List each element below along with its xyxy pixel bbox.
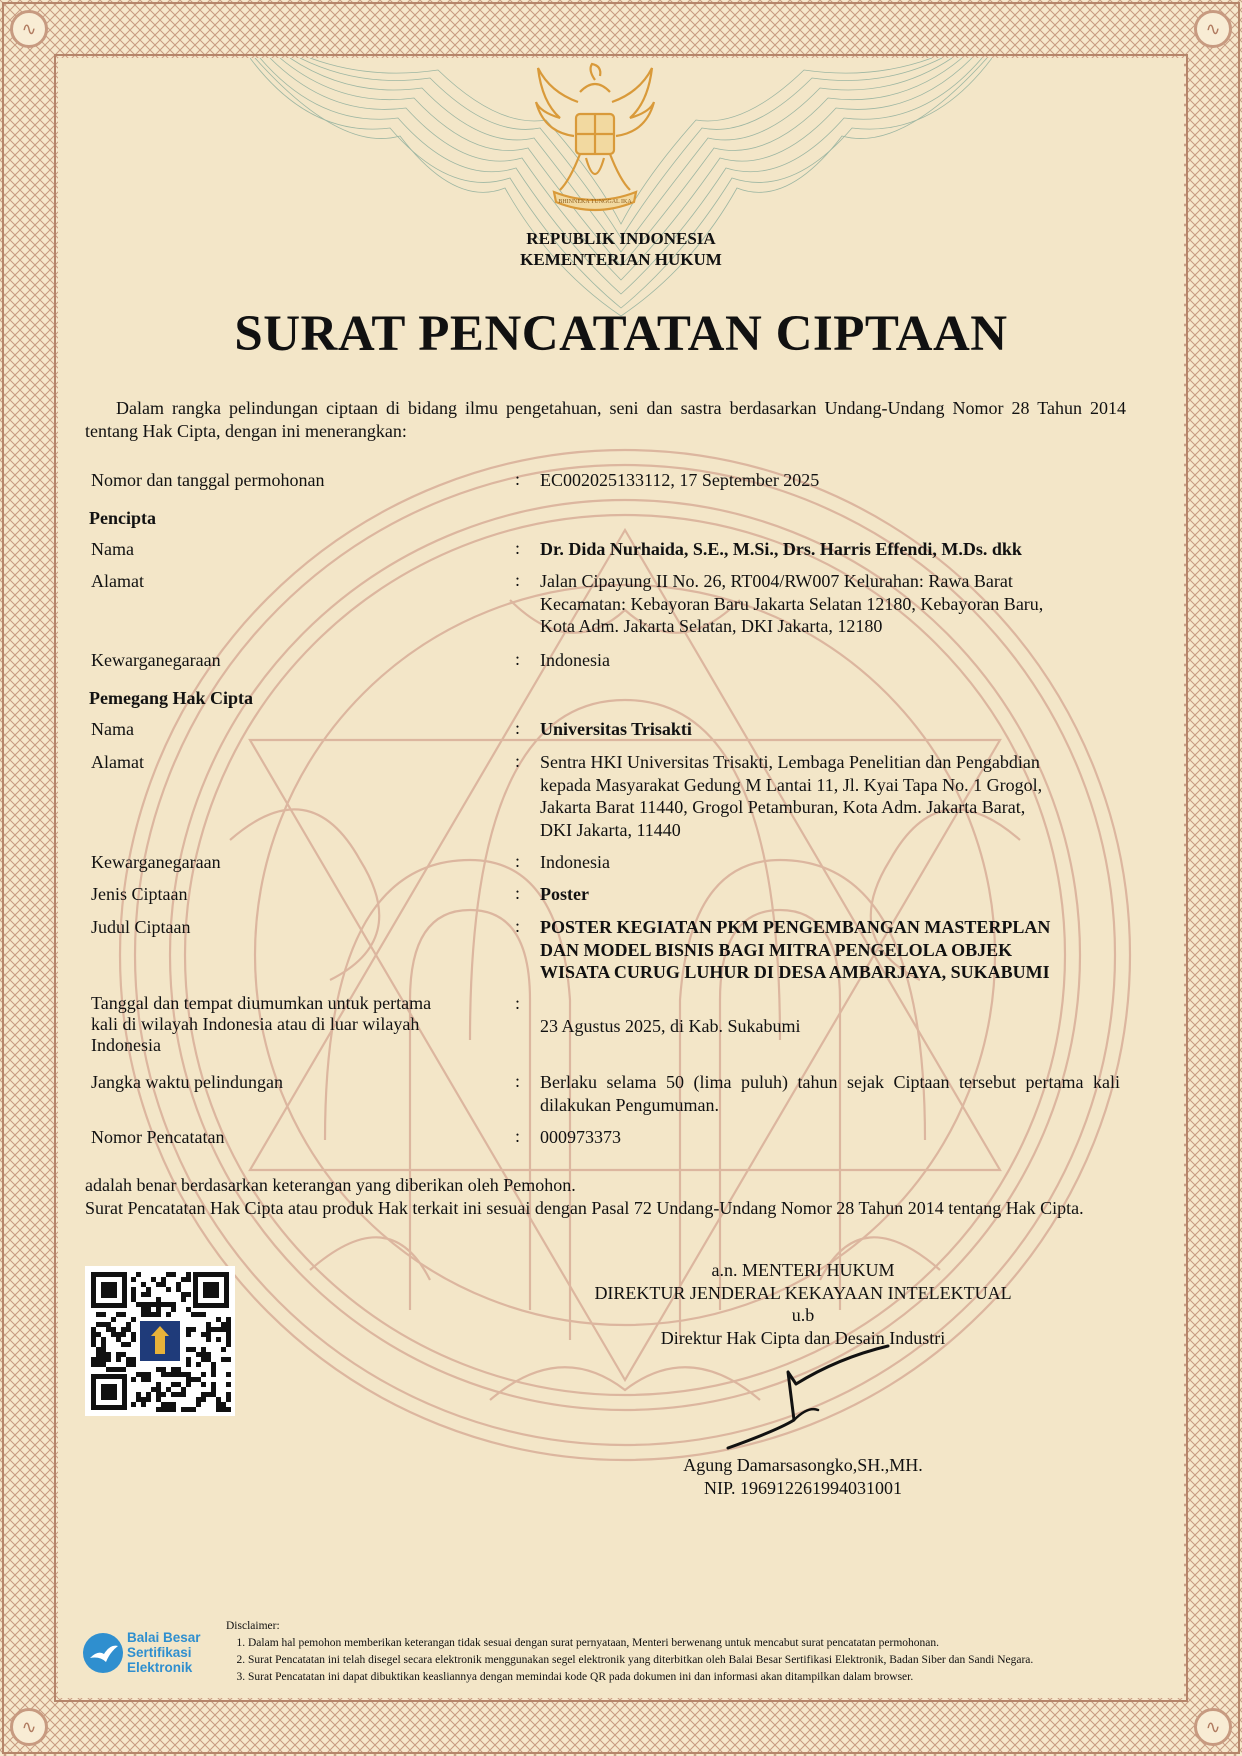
signatory: [520, 1454, 1086, 1499]
colon: :: [515, 538, 521, 558]
work-title-label: Judul Ciptaan: [91, 917, 191, 937]
work-type-label: Jenis Ciptaan: [91, 884, 188, 904]
creator-address-value: [540, 570, 1120, 638]
signature-line-2: DIREKTUR JENDERAL KEKAYAAN INTELEKTUAL: [594, 1282, 1012, 1303]
corner-ornament-bottom-left: ∿: [10, 1708, 48, 1746]
holder-name-value: Universitas Trisakti: [540, 719, 692, 739]
creator-name-label: Nama: [91, 539, 134, 559]
verification-qr-code[interactable]: [85, 1266, 235, 1416]
colon: :: [515, 718, 521, 738]
publication-label: [91, 993, 431, 1056]
intro-paragraph: Dalam rangka pelindungan ciptaan di bidang ilmu pengetahuan, seni dan sastra berdasarkan Undang-Undang Nomor 28 Tahun 2014 tentang Hak Cipta, dengan ini menerangkan:: [85, 398, 1126, 441]
closing-statement: [85, 1174, 1126, 1220]
holder-heading: Pemegang Hak Cipta: [89, 688, 253, 708]
colon: :: [515, 851, 521, 871]
creator-address-label: Alamat: [91, 571, 144, 591]
colon: :: [515, 993, 521, 1013]
signatory-name: Agung Damarsasongko,SH.,MH.: [683, 1455, 923, 1475]
colon: :: [515, 883, 521, 903]
signature-line-4: Direktur Hak Cipta dan Desain Industri: [660, 1327, 946, 1348]
protection-value: Berlaku selama 50 (lima puluh) tahun sejak Ciptaan tersebut pertama kali dilakukan Pengumuman.: [540, 1072, 1120, 1115]
holder-address-line: DKI Jakarta, 11440: [540, 819, 681, 840]
creator-address-line: Jalan Cipayung II No. 26, RT004/RW007 Kelurahan: Rawa Barat: [540, 571, 1013, 591]
colon: :: [515, 469, 521, 489]
bsre-logo-icon: [82, 1632, 124, 1674]
work-title-value: [540, 916, 1120, 984]
work-title-line: POSTER KEGIATAN PKM PENGEMBANGAN MASTERPLAN: [540, 917, 1051, 937]
disclaimer-item: 3. Surat Pencatatan ini dapat dibuktikan keasliannya dengan memindai kode QR pada dokumen ini dan informasi akan ditampilkan dalam browser.: [248, 1669, 1033, 1686]
colon: :: [515, 751, 521, 771]
bsre-line: Elektronik: [127, 1660, 193, 1675]
closing-line-1: adalah benar berdasarkan keterangan yang diberikan oleh Pemohon.: [85, 1175, 576, 1195]
holder-address-line: Jakarta Barat 11440, Grogol Petamburan, Kota Adm. Jakarta Barat,: [540, 797, 1026, 817]
colon: :: [515, 1126, 521, 1146]
bsre-line: Balai Besar: [127, 1630, 201, 1645]
closing-line-2: Surat Pencatatan Hak Cipta atau produk Hak terkait ini sesuai dengan Pasal 72 Undang-Undang Nomor 28 Tahun 2014 tentang Hak Cipta.: [85, 1198, 1084, 1218]
creator-heading: Pencipta: [89, 508, 156, 528]
issuer-line-2: KEMENTERIAN HUKUM: [520, 250, 722, 269]
signature-line-3: u.b: [791, 1305, 815, 1325]
protection-label: Jangka waktu pelindungan: [91, 1072, 283, 1092]
page-title: SURAT PENCATATAN CIPTAAN: [234, 306, 1008, 362]
bsre-logo-text: [127, 1630, 201, 1675]
garuda-emblem-icon: [530, 62, 660, 222]
work-title-line: WISATA CURUG LUHUR DI DESA AMBARJAYA, SUKABUMI: [540, 962, 1050, 982]
handwritten-signature: [718, 1340, 898, 1450]
disclaimer-heading: Disclaimer:: [226, 1620, 280, 1632]
disclaimer: [226, 1618, 1033, 1686]
corner-ornament-bottom-right: ∿: [1194, 1708, 1232, 1746]
publication-label-line: kali di wilayah Indonesia atau di luar wilayah: [91, 1014, 420, 1034]
registration-label: Nomor Pencatatan: [91, 1127, 225, 1147]
application-value: EC002025133112, 17 September 2025: [540, 470, 820, 490]
issuer-line-1: REPUBLIK INDONESIA: [526, 229, 716, 248]
colon: :: [515, 570, 521, 590]
colon: :: [515, 1071, 521, 1091]
creator-address-line: Kecamatan: Kebayoran Baru Jakarta Selatan 12180, Kebayoran Baru,: [540, 593, 1044, 614]
corner-ornament-top-left: ∿: [10, 10, 48, 48]
work-title-line: DAN MODEL BISNIS BAGI MITRA PENGELOLA OBJEK: [540, 939, 1013, 960]
colon: :: [515, 649, 521, 669]
holder-address-line: kepada Masyarakat Gedung M Lantai 11, Jl. Kyai Tapa No. 1 Grogol,: [540, 774, 1043, 795]
publication-value: 23 Agustus 2025, di Kab. Sukabumi: [540, 1016, 801, 1036]
colon: :: [515, 916, 521, 936]
disclaimer-item: 2. Surat Pencatatan ini telah disegel secara elektronik menggunakan segel elektronik yang diterbitkan oleh Balai Besar Sertifikasi Elektronik, Badan Siber dan Sandi Negara.: [248, 1652, 1033, 1669]
work-type-value: Poster: [540, 884, 589, 904]
signature-line-1: a.n. MENTERI HUKUM: [711, 1260, 895, 1280]
publication-label-line: Tanggal dan tempat diumumkan untuk pertama: [91, 993, 432, 1013]
holder-address-line: Sentra HKI Universitas Trisakti, Lembaga Penelitian dan Pengabdian: [540, 752, 1040, 772]
holder-name-label: Nama: [91, 719, 134, 739]
publication-label-line: Indonesia: [91, 1035, 161, 1055]
issuer-header: [0, 228, 1242, 270]
corner-ornament-top-right: ∿: [1194, 10, 1232, 48]
holder-address-label: Alamat: [91, 752, 144, 772]
creator-name-value: Dr. Dida Nurhaida, S.E., M.Si., Drs. Harris Effendi, M.Ds. dkk: [540, 539, 1022, 559]
creator-citizenship-label: Kewarganegaraan: [91, 650, 221, 670]
holder-address-value: [540, 751, 1120, 841]
signatory-nip: NIP. 196912261994031001: [703, 1477, 902, 1498]
registration-value: 000973373: [540, 1127, 621, 1147]
disclaimer-item: 1. Dalam hal pemohon memberikan keterangan tidak sesuai dengan surat pernyataan, Menteri berwenang untuk mencabut surat pencatatan permohonan.: [248, 1635, 1033, 1652]
bsre-line: Sertifikasi: [127, 1645, 192, 1660]
creator-address-line: Kota Adm. Jakarta Selatan, DKI Jakarta, 12180: [540, 616, 883, 636]
creator-citizenship-value: Indonesia: [540, 650, 610, 670]
emblem-motto: BHINNEKA TUNGGAL IKA: [558, 199, 632, 205]
holder-citizenship-label: Kewarganegaraan: [91, 852, 221, 872]
application-label: Nomor dan tanggal permohonan: [91, 470, 325, 490]
signature-block: [520, 1259, 1086, 1349]
holder-citizenship-value: Indonesia: [540, 852, 610, 872]
